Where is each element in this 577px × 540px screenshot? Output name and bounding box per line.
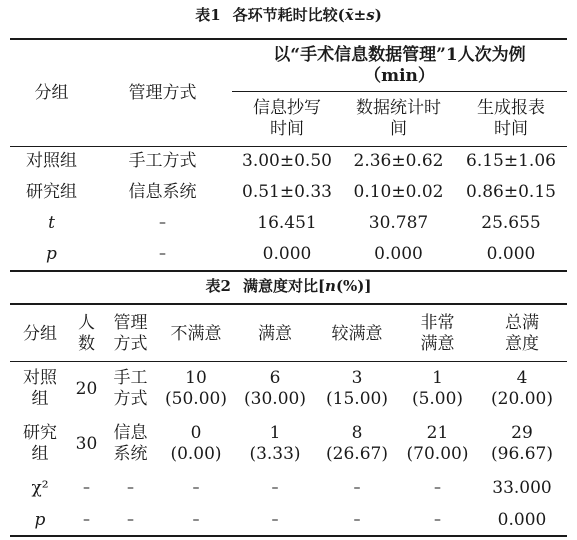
- t1-row3-method: –: [159, 215, 166, 231]
- table1-caption-post: ): [374, 6, 382, 24]
- t1-row3-group: t: [48, 213, 55, 233]
- t2-row2-method: 信息系统: [113, 423, 148, 464]
- t2-row1-c3: [316, 362, 398, 416]
- t2-row3-c3: –: [353, 479, 361, 496]
- t1-header-span: 以“手术信息数据管理”1人次为例（min）: [273, 45, 526, 86]
- t2-row4-group: p: [34, 509, 46, 530]
- t2-row2-c1: [158, 416, 234, 472]
- t2-row1-count: 20: [75, 378, 98, 399]
- t1-row4-v2: 0.000: [374, 244, 423, 264]
- t1-row2-group: 研究组: [26, 182, 77, 202]
- t2-row2-c4-pct: (70.00): [406, 444, 469, 464]
- t2-row1-c2-pct: (30.00): [244, 389, 306, 409]
- t2-row1-c3-pct: (15.00): [326, 389, 388, 409]
- t1-row1-v1: 3.00±0.50: [242, 151, 332, 171]
- t2-row2-c3-pct: (26.67): [326, 444, 388, 464]
- table-row: [10, 208, 567, 239]
- t2-header-c2: 满意: [258, 323, 292, 344]
- table1-caption: [0, 5, 577, 25]
- t2-row2-c2-count: 1: [269, 423, 281, 443]
- t1-row2-v2: 0.10±0.02: [353, 182, 444, 202]
- t1-row1-v3: 6.15±1.06: [466, 151, 556, 171]
- t2-row4-c5: 0.000: [497, 509, 547, 530]
- t1-header-col1: 信息抄写时间: [253, 98, 321, 139]
- t2-row1-c3-count: 3: [351, 368, 363, 388]
- table1: [10, 40, 567, 270]
- t2-row1-c1-pct: (50.00): [165, 389, 227, 409]
- t2-header-c5: 总满意度: [505, 313, 539, 354]
- t2-header-c3: 较满意: [331, 323, 383, 344]
- t2-row2-group: 研究组: [23, 423, 57, 464]
- t1-row4-method: –: [159, 246, 166, 262]
- t2-row1-c4-pct: (5.00): [411, 389, 464, 409]
- table2-caption-pre: 满意度对比[: [242, 277, 326, 295]
- t2-header-count: 人数: [78, 313, 95, 354]
- t2-header-c4: 非常满意: [420, 313, 455, 354]
- table2-caption-symbol: n: [325, 277, 336, 295]
- t2-row3-c5: 33.000: [492, 477, 552, 498]
- t1-row1-method: 手工方式: [128, 151, 197, 171]
- t2-row1-group: 对照组: [23, 368, 57, 409]
- table2-top-rule: [10, 303, 567, 305]
- t2-row4-c4: –: [434, 511, 441, 528]
- t2-row3-count: –: [83, 479, 90, 496]
- t2-row2-c4: [398, 416, 477, 472]
- t1-row2-method: 信息系统: [128, 182, 197, 202]
- table-row: [10, 362, 567, 416]
- t2-row3-method: –: [127, 479, 134, 496]
- t2-row1-c1-count: 10: [185, 368, 207, 388]
- t2-row2-c2: [234, 416, 316, 472]
- table1-caption-label: 表1: [195, 6, 221, 24]
- t2-row2-c1-pct: (0.00): [170, 444, 222, 464]
- t2-row3-group: χ²: [31, 477, 49, 498]
- t2-row4-c2: –: [271, 511, 279, 528]
- t1-row2-v3: 0.86±0.15: [466, 182, 556, 202]
- table-row: [10, 177, 567, 208]
- t1-header-method: 管理方式: [128, 82, 197, 103]
- table-row: [10, 504, 567, 536]
- table2-caption-label: 表2: [205, 277, 231, 295]
- table1-caption-pre: 各环节耗时比较(: [232, 6, 345, 24]
- t1-row1-group: 对照组: [26, 151, 77, 171]
- t2-row4-c3: –: [353, 511, 361, 528]
- t2-row2-count: 30: [75, 433, 98, 454]
- t2-row1-c5-pct: (20.00): [491, 389, 553, 409]
- t2-row4-method: –: [127, 511, 134, 528]
- t2-row3-c2: –: [271, 479, 279, 496]
- t1-row4-v1: 0.000: [262, 244, 312, 264]
- table2-caption: [0, 276, 577, 296]
- table1-caption-title: [233, 6, 382, 24]
- t1-row3-v3: 25.655: [481, 213, 541, 233]
- table-row: [10, 146, 567, 177]
- t2-row2-c1-count: 0: [190, 423, 202, 443]
- t2-row2-c3: [316, 416, 398, 472]
- t2-row1-method: 手工方式: [113, 368, 148, 409]
- t2-row1-c2: [234, 362, 316, 416]
- t2-header-group: 分组: [23, 323, 57, 344]
- t2-row2-c3-count: 8: [351, 423, 363, 443]
- table-row: [10, 239, 567, 270]
- t1-row4-v3: 0.000: [486, 244, 536, 264]
- t2-row1-c5-count: 4: [516, 368, 528, 388]
- t2-row2-c4-count: 21: [426, 423, 449, 443]
- t2-row2-c2-pct: (3.33): [249, 444, 301, 464]
- t2-row1-c4: [398, 362, 477, 416]
- table1-bottom-rule: [10, 270, 567, 272]
- table-row: [10, 416, 567, 472]
- t1-header-col2: 数据统计时间: [356, 98, 441, 139]
- t2-header-method: 管理方式: [113, 313, 148, 354]
- t2-row3-c4: –: [434, 479, 441, 496]
- table1-caption-symbol: x̄±s: [344, 6, 375, 24]
- t1-header-col3: 生成报表时间: [477, 98, 545, 139]
- t2-row1-c2-count: 6: [269, 368, 281, 388]
- t1-row2-v1: 0.51±0.33: [242, 182, 332, 202]
- t1-row3-v2: 30.787: [368, 213, 429, 233]
- t2-row1-c5: [477, 362, 567, 416]
- table2-caption-post: (%)]: [335, 277, 372, 295]
- t2-row4-c1: –: [192, 511, 200, 528]
- t2-row1-c4-count: 1: [432, 368, 443, 388]
- table2: [10, 306, 567, 536]
- t2-row2-c5: [477, 416, 567, 472]
- t2-row3-c1: –: [192, 479, 200, 496]
- t2-row2-c5-pct: (96.67): [491, 444, 553, 464]
- t1-header-group: 分组: [34, 82, 69, 103]
- t2-row4-count: –: [83, 511, 90, 528]
- table2-caption-title: [243, 277, 372, 295]
- t1-row3-v1: 16.451: [257, 213, 317, 233]
- t2-header-c1: 不满意: [170, 323, 222, 344]
- t2-row2-c5-count: 29: [511, 423, 533, 443]
- t1-row1-v2: 2.36±0.62: [353, 151, 444, 171]
- t1-row4-group: p: [46, 244, 57, 264]
- t2-row1-c1: [158, 362, 234, 416]
- table-row: [10, 472, 567, 504]
